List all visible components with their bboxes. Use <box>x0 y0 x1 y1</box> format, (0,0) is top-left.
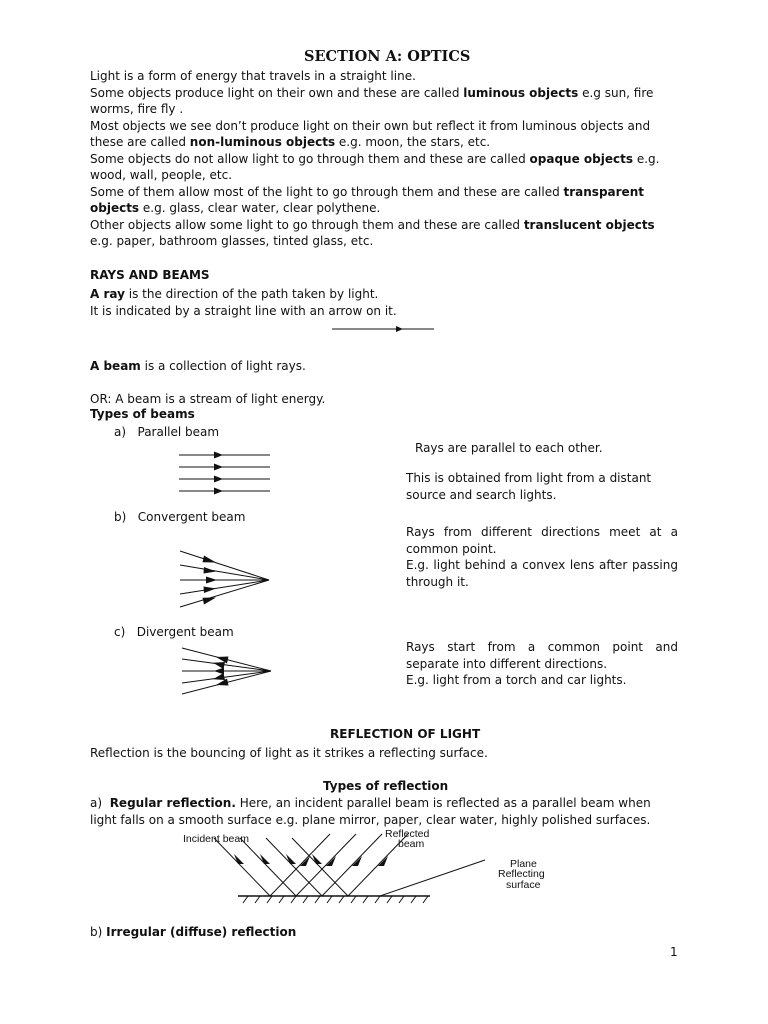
rays-heading: RAYS AND BEAMS <box>90 268 210 282</box>
intro-paragraph-5: Some of them allow most of the light to go through them and these are called transparent objects e.g. glass, clear water, clear polythene. <box>90 184 644 215</box>
parallel-beam-label: a) Parallel beam <box>114 425 220 439</box>
page-number: 1 <box>670 945 678 959</box>
term-non-luminous: non-luminous objects <box>189 135 336 149</box>
divergent-beam-label: c) Divergent beam <box>114 625 234 639</box>
divergent-beam-desc-2: E.g. light from a torch and car lights. <box>406 673 627 687</box>
beam-alternative-definition: OR: A beam is a stream of light energy. <box>90 392 326 406</box>
ray-note: It is indicated by a straight line with an arrow on it. <box>90 304 397 318</box>
divergent-beam-desc-1: Rays start from a common point and separate into different directions. <box>406 640 678 671</box>
reflection-heading: REFLECTION OF LIGHT <box>330 727 481 741</box>
reflected-beam-label-1: Reflected <box>385 828 430 840</box>
intro-paragraph-1: Light is a form of energy that travels in a straight line. <box>90 69 416 83</box>
regular-reflection-text: a) Regular reflection. Here, an incident parallel beam is reflected as a parallel beam when light falls on a smooth surface e.g. plane mirror, paper, clear water, highly polished surfaces. <box>90 796 651 827</box>
surface-label-1: Plane <box>510 858 537 870</box>
ray-arrow-diagram <box>330 322 440 336</box>
reflected-beam-label-2: beam <box>398 838 425 850</box>
term-translucent: translucent objects <box>523 217 655 232</box>
beam-definition: A beam is a collection of light rays. <box>90 359 306 373</box>
irregular-reflection-heading: b) Irregular (diffuse) reflection <box>90 925 297 939</box>
surface-label-2: Reflecting <box>498 868 545 880</box>
intro-paragraph-6: Other objects allow some light to go through them and these are called translucent objects e.g. paper, bathroom glasses, tinted glass, etc. <box>90 217 655 248</box>
convergent-beam-desc-2: E.g. light behind a convex lens after passing through it. <box>406 558 678 589</box>
beam-types-heading: Types of beams <box>90 407 195 421</box>
reflection-definition: Reflection is the bouncing of light as it strikes a reflecting surface. <box>90 746 488 760</box>
intro-paragraph-2: Some objects produce light on their own and these are called luminous objects e.g sun, fire worms, fire fly . <box>90 85 654 116</box>
intro-paragraph-3: Most objects we see don’t produce light on their own but reflect it from luminous objects and these are called non-luminous objects e.g. moon, the stars, etc. <box>90 118 651 149</box>
regular-reflection-diagram <box>180 826 560 916</box>
incident-beam-label: Incident beam <box>183 833 249 845</box>
term-transparent: transparent objects <box>90 184 644 215</box>
intro-text <box>90 68 680 250</box>
page-title: SECTION A: OPTICS <box>304 48 471 65</box>
parallel-beam-desc-2: This is obtained from light from a distant source and search lights. <box>406 471 652 502</box>
term-regular-reflection: Regular reflection. <box>109 796 236 810</box>
convergent-beam-label: b) Convergent beam <box>114 510 246 524</box>
divergent-beam-diagram <box>176 645 276 697</box>
term-luminous: luminous objects <box>463 85 579 100</box>
parallel-beam-diagram <box>176 448 276 498</box>
ray-definition: A ray is the direction of the path taken by light. <box>90 287 379 301</box>
reflection-types-heading: Types of reflection <box>323 779 449 793</box>
convergent-beam-desc-1: Rays from different directions meet at a common point. <box>406 525 678 556</box>
convergent-beam-diagram <box>176 545 276 615</box>
term-opaque: opaque objects <box>529 151 633 166</box>
surface-label-3: surface <box>506 879 541 891</box>
parallel-beam-desc-1: Rays are parallel to each other. <box>415 441 603 455</box>
intro-paragraph-4: Some objects do not allow light to go through them and these are called opaque objects e.g. wood, wall, people, etc. <box>90 151 660 182</box>
